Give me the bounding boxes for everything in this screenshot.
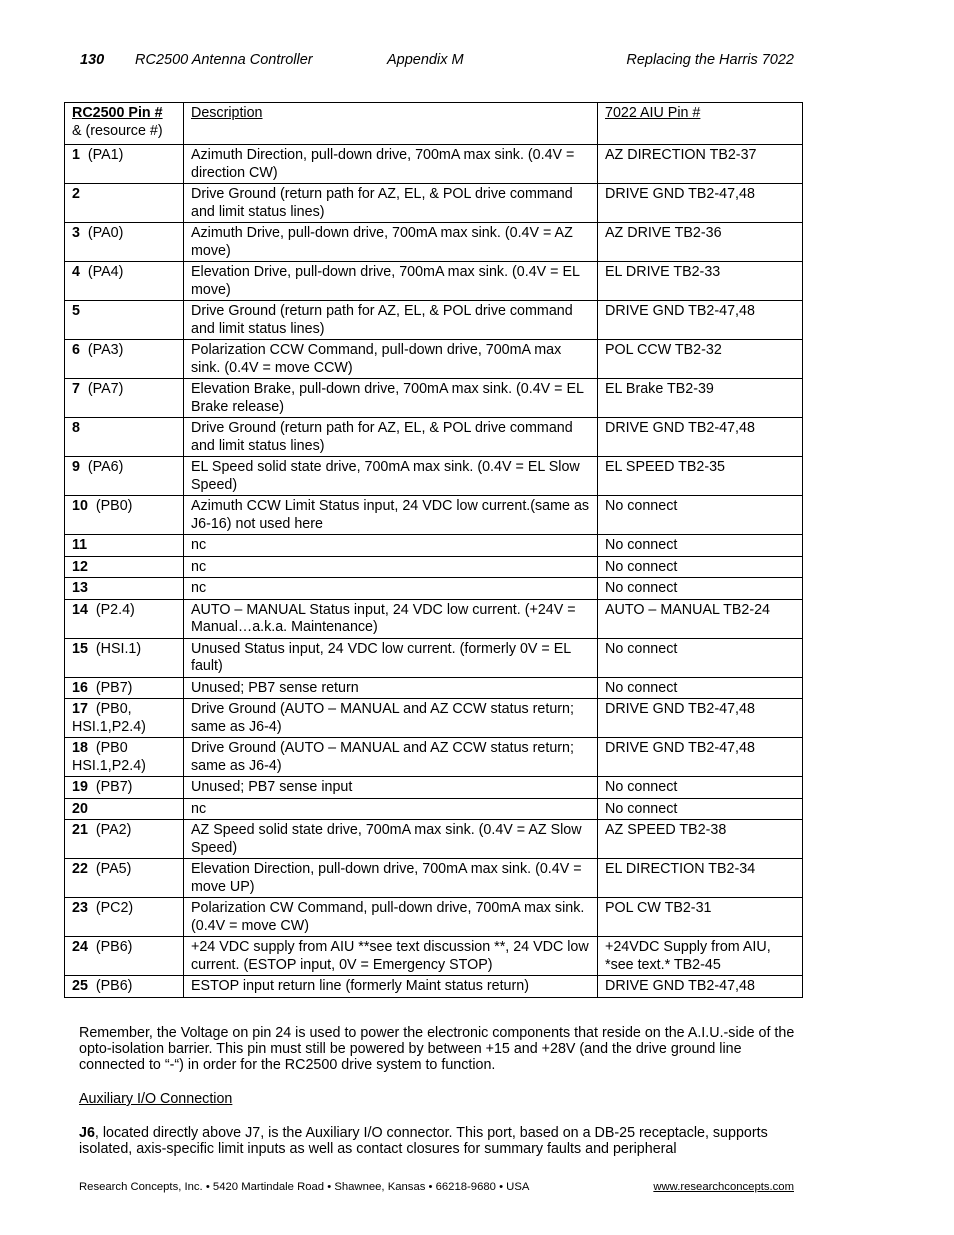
j6-label: J6 bbox=[79, 1125, 95, 1141]
aiu-pin-cell: EL DIRECTION TB2-34 bbox=[598, 859, 803, 898]
description-cell: Azimuth Direction, pull-down drive, 700mA max sink. (0.4V = direction CW) bbox=[184, 145, 598, 184]
pin-resource: (PB6) bbox=[95, 978, 133, 994]
aiu-pin-cell: DRIVE GND TB2-47,48 bbox=[598, 418, 803, 457]
pin-resource: (PB0 HSI.1,P2.4) bbox=[72, 740, 146, 774]
table-row bbox=[65, 184, 803, 223]
aiu-pin-cell: EL Brake TB2-39 bbox=[598, 379, 803, 418]
aiu-pin-cell: EL SPEED TB2-35 bbox=[598, 457, 803, 496]
description-cell: EL Speed solid state drive, 700mA max sink. (0.4V = EL Slow Speed) bbox=[184, 457, 598, 496]
pin-cell bbox=[65, 699, 184, 738]
pin-number: 1 bbox=[72, 147, 80, 163]
aiu-pin-cell: No connect bbox=[598, 777, 803, 799]
header-pin bbox=[65, 103, 184, 145]
pin-resource: (PA3) bbox=[87, 342, 124, 358]
pin-cell bbox=[65, 677, 184, 699]
pin-number: 15 bbox=[72, 640, 88, 657]
pin-number: 5 bbox=[72, 303, 80, 319]
pin-number: 2 bbox=[72, 186, 80, 202]
aiu-pin-cell: DRIVE GND TB2-47,48 bbox=[598, 301, 803, 340]
pin-number: 21 bbox=[72, 822, 88, 838]
table-row bbox=[65, 738, 803, 777]
pin-resource: (PB0) bbox=[95, 498, 133, 514]
page-header bbox=[80, 52, 794, 72]
pin-number: 16 bbox=[72, 679, 88, 696]
description-cell: AZ Speed solid state drive, 700mA max sink. (0.4V = AZ Slow Speed) bbox=[184, 820, 598, 859]
aiu-pin-cell: EL DRIVE TB2-33 bbox=[598, 262, 803, 301]
pin-resource: (PA2) bbox=[95, 822, 132, 838]
pin-cell bbox=[65, 379, 184, 418]
table-row bbox=[65, 798, 803, 820]
aiu-pin-cell: No connect bbox=[598, 638, 803, 677]
description-cell: Unused Status input, 24 VDC low current. (formerly 0V = EL fault) bbox=[184, 638, 598, 677]
pin-resource: (PA6) bbox=[87, 459, 124, 475]
section-title: Replacing the Harris 7022 bbox=[626, 52, 794, 68]
aiu-pin-cell: POL CCW TB2-32 bbox=[598, 340, 803, 379]
pin-number: 22 bbox=[72, 861, 88, 877]
pin-cell bbox=[65, 578, 184, 600]
table-row bbox=[65, 418, 803, 457]
table-row bbox=[65, 145, 803, 184]
pin-cell bbox=[65, 976, 184, 998]
pin-number: 6 bbox=[72, 342, 80, 358]
aiu-pin-cell: AZ SPEED TB2-38 bbox=[598, 820, 803, 859]
company-address: Research Concepts, Inc. • 5420 Martindale Road • Shawnee, Kansas • 66218-9680 • USA bbox=[79, 1181, 530, 1193]
pin-cell bbox=[65, 859, 184, 898]
pin-resource: (HSI.1) bbox=[95, 640, 142, 657]
pin-cell bbox=[65, 820, 184, 859]
table-row bbox=[65, 638, 803, 677]
voltage-note: Remember, the Voltage on pin 24 is used to power the electronic components that reside on the A.I.U.-side of the opto-isolation barrier. This pin must still be powered by between +15 and +28V (and the drive ground line connected to “-“) in order for the RC2500 drive system to function. bbox=[79, 1025, 795, 1073]
description-cell: nc bbox=[184, 535, 598, 557]
pin-number: 19 bbox=[72, 779, 88, 795]
pin-cell bbox=[65, 223, 184, 262]
aiu-pin-cell: No connect bbox=[598, 578, 803, 600]
product-title: RC2500 Antenna Controller bbox=[135, 52, 313, 68]
table-row bbox=[65, 777, 803, 799]
aiu-pin-cell: +24VDC Supply from AIU, *see text.* TB2-45 bbox=[598, 937, 803, 976]
description-cell: Unused; PB7 sense input bbox=[184, 777, 598, 799]
aiu-pin-cell: DRIVE GND TB2-47,48 bbox=[598, 184, 803, 223]
pin-number: 3 bbox=[72, 225, 80, 241]
pin-number: 9 bbox=[72, 459, 80, 475]
header-description-label: Description bbox=[191, 105, 263, 121]
pin-number: 14 bbox=[72, 601, 88, 618]
pin-cell bbox=[65, 898, 184, 937]
pin-table bbox=[64, 102, 803, 998]
pin-number: 11 bbox=[72, 537, 88, 553]
description-cell: Azimuth Drive, pull-down drive, 700mA max sink. (0.4V = AZ move) bbox=[184, 223, 598, 262]
description-cell: Azimuth CCW Limit Status input, 24 VDC low current.(same as J6-16) not used here bbox=[184, 496, 598, 535]
header-pin-subtitle: & (resource #) bbox=[72, 122, 163, 139]
table-row bbox=[65, 599, 803, 638]
aiu-pin-cell: AZ DIRECTION TB2-37 bbox=[598, 145, 803, 184]
pin-resource: (PA5) bbox=[95, 861, 132, 877]
pin-cell bbox=[65, 184, 184, 223]
table-row bbox=[65, 262, 803, 301]
description-cell: Polarization CW Command, pull-down drive, 700mA max sink. (0.4V = move CW) bbox=[184, 898, 598, 937]
pin-resource: (PB0, HSI.1,P2.4) bbox=[72, 701, 146, 735]
description-cell: Drive Ground (return path for AZ, EL, & POL drive command and limit status lines) bbox=[184, 184, 598, 223]
pin-cell bbox=[65, 418, 184, 457]
pin-number: 4 bbox=[72, 264, 80, 280]
description-cell: Elevation Drive, pull-down drive, 700mA max sink. (0.4V = EL move) bbox=[184, 262, 598, 301]
table-row bbox=[65, 859, 803, 898]
description-cell: nc bbox=[184, 798, 598, 820]
table-row bbox=[65, 457, 803, 496]
table-row bbox=[65, 301, 803, 340]
pin-cell bbox=[65, 937, 184, 976]
description-cell: nc bbox=[184, 578, 598, 600]
aiu-pin-cell: AUTO – MANUAL TB2-24 bbox=[598, 599, 803, 638]
pin-number: 8 bbox=[72, 420, 80, 436]
pin-cell bbox=[65, 535, 184, 557]
header-aiu bbox=[598, 103, 803, 145]
pin-resource: (PA1) bbox=[87, 147, 124, 163]
header-pin-title: RC2500 Pin # bbox=[72, 105, 163, 121]
pin-resource: (PA0) bbox=[87, 225, 124, 241]
pin-cell bbox=[65, 262, 184, 301]
table-row bbox=[65, 535, 803, 557]
description-cell: Drive Ground (return path for AZ, EL, & POL drive command and limit status lines) bbox=[184, 301, 598, 340]
aux-io-heading: Auxiliary I/O Connection bbox=[79, 1091, 233, 1107]
j6-text: , located directly above J7, is the Auxiliary I/O connector. This port, based on a DB-25 receptacle, supports isolated, axis-specific limit inputs as well as contact closures for summary faults and peripheral bbox=[79, 1125, 768, 1157]
pin-resource: (PB7) bbox=[95, 679, 133, 696]
header-description bbox=[184, 103, 598, 145]
pin-number: 20 bbox=[72, 800, 88, 817]
description-cell: Drive Ground (AUTO – MANUAL and AZ CCW status return; same as J6-4) bbox=[184, 738, 598, 777]
table-header-row bbox=[65, 103, 803, 145]
website-link[interactable]: www.researchconcepts.com bbox=[653, 1181, 794, 1193]
pin-number: 10 bbox=[72, 498, 88, 514]
table-row bbox=[65, 820, 803, 859]
pin-resource: (PB6) bbox=[95, 939, 133, 955]
description-cell: Unused; PB7 sense return bbox=[184, 677, 598, 699]
table-row bbox=[65, 699, 803, 738]
pin-resource: (PA7) bbox=[87, 381, 124, 397]
appendix-label: Appendix M bbox=[387, 52, 464, 68]
header-aiu-label: 7022 AIU Pin # bbox=[605, 105, 701, 121]
pin-cell bbox=[65, 340, 184, 379]
aiu-pin-cell: DRIVE GND TB2-47,48 bbox=[598, 738, 803, 777]
aiu-pin-cell: No connect bbox=[598, 798, 803, 820]
pin-number: 17 bbox=[72, 701, 88, 717]
pin-number: 24 bbox=[72, 939, 88, 955]
pin-cell bbox=[65, 496, 184, 535]
description-cell: nc bbox=[184, 556, 598, 578]
description-cell: Elevation Brake, pull-down drive, 700mA max sink. (0.4V = EL Brake release) bbox=[184, 379, 598, 418]
pin-cell bbox=[65, 457, 184, 496]
aiu-pin-cell: No connect bbox=[598, 556, 803, 578]
pin-cell bbox=[65, 798, 184, 820]
pin-cell bbox=[65, 301, 184, 340]
pin-number: 13 bbox=[72, 580, 88, 596]
aiu-pin-cell: No connect bbox=[598, 677, 803, 699]
aiu-pin-cell: AZ DRIVE TB2-36 bbox=[598, 223, 803, 262]
pin-number: 7 bbox=[72, 381, 80, 397]
pin-cell bbox=[65, 599, 184, 638]
table-row bbox=[65, 898, 803, 937]
table-row bbox=[65, 937, 803, 976]
table-row bbox=[65, 340, 803, 379]
aiu-pin-cell: No connect bbox=[598, 535, 803, 557]
pin-cell bbox=[65, 638, 184, 677]
table-row bbox=[65, 677, 803, 699]
aiu-pin-cell: No connect bbox=[598, 496, 803, 535]
pin-cell bbox=[65, 738, 184, 777]
description-cell: Drive Ground (return path for AZ, EL, & POL drive command and limit status lines) bbox=[184, 418, 598, 457]
j6-paragraph bbox=[79, 1125, 809, 1157]
description-cell: Polarization CCW Command, pull-down drive, 700mA max sink. (0.4V = move CCW) bbox=[184, 340, 598, 379]
aiu-pin-cell: DRIVE GND TB2-47,48 bbox=[598, 976, 803, 998]
pin-resource: (PA4) bbox=[87, 264, 124, 280]
pin-number: 12 bbox=[72, 558, 88, 575]
table-row bbox=[65, 556, 803, 578]
page-number: 130 bbox=[80, 52, 105, 68]
aiu-pin-cell: DRIVE GND TB2-47,48 bbox=[598, 699, 803, 738]
description-cell: ESTOP input return line (formerly Maint status return) bbox=[184, 976, 598, 998]
description-cell: Elevation Direction, pull-down drive, 700mA max sink. (0.4V = move UP) bbox=[184, 859, 598, 898]
table-row bbox=[65, 496, 803, 535]
table-row bbox=[65, 578, 803, 600]
page-footer bbox=[79, 1181, 794, 1197]
pin-resource: (PB7) bbox=[95, 779, 133, 795]
pin-resource: (P2.4) bbox=[95, 601, 135, 618]
pin-cell bbox=[65, 145, 184, 184]
pin-cell bbox=[65, 777, 184, 799]
pin-number: 25 bbox=[72, 978, 88, 994]
pin-number: 23 bbox=[72, 900, 88, 916]
table-row bbox=[65, 223, 803, 262]
description-cell: +24 VDC supply from AIU **see text discussion **, 24 VDC low current. (ESTOP input, 0V = Emergency STOP) bbox=[184, 937, 598, 976]
description-cell: Drive Ground (AUTO – MANUAL and AZ CCW status return; same as J6-4) bbox=[184, 699, 598, 738]
pin-cell bbox=[65, 556, 184, 578]
table-row bbox=[65, 976, 803, 998]
aiu-pin-cell: POL CW TB2-31 bbox=[598, 898, 803, 937]
description-cell: AUTO – MANUAL Status input, 24 VDC low current. (+24V = Manual…a.k.a. Maintenance) bbox=[184, 599, 598, 638]
table-row bbox=[65, 379, 803, 418]
pin-number: 18 bbox=[72, 740, 88, 756]
pin-resource: (PC2) bbox=[95, 900, 134, 916]
